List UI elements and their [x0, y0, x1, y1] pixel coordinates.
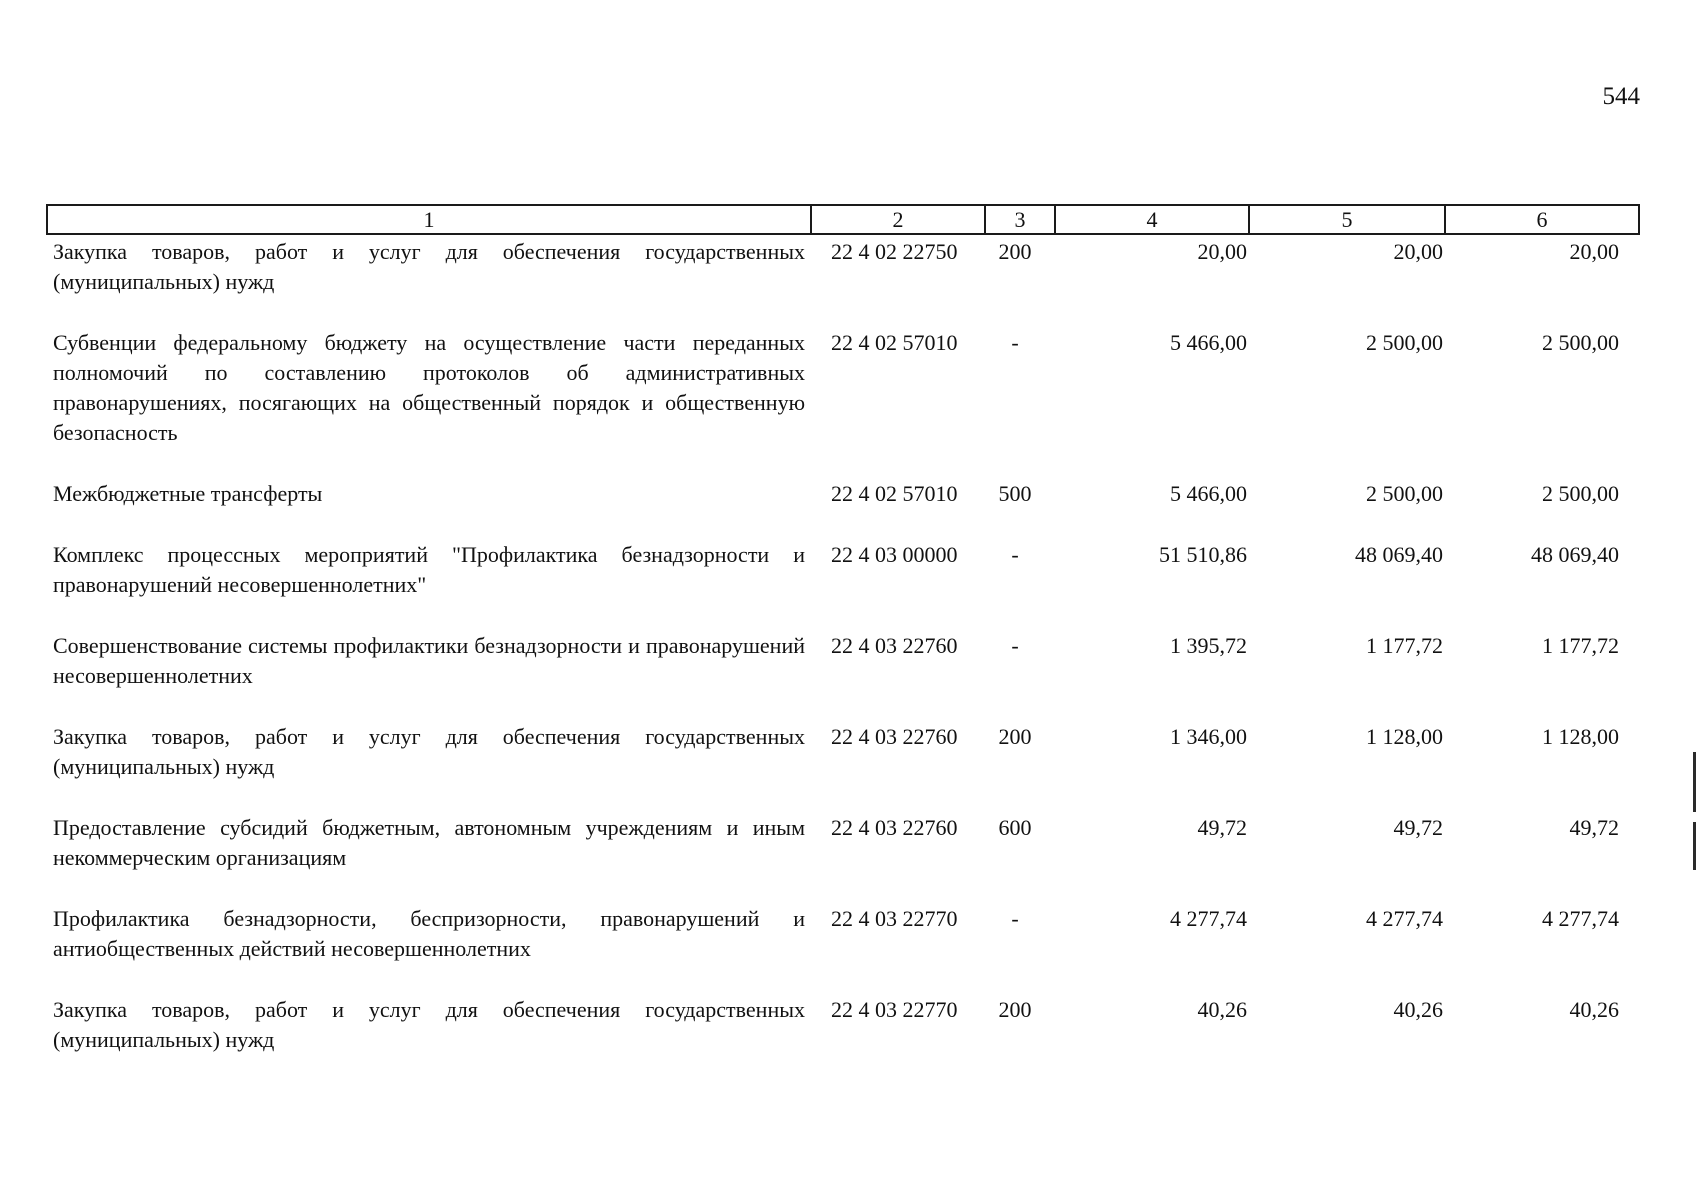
row-value-col-4: 20,00	[1197, 239, 1247, 264]
table-row	[47, 479, 1639, 540]
row-value-col-5: 20,00	[1393, 239, 1443, 264]
row-name: Межбюджетные трансферты	[53, 481, 323, 506]
row-code: 22 4 02 57010	[831, 481, 958, 506]
row-name: Комплекс процессных мероприятий "Профилактика безнадзорности и правонарушений несовершеннолетних"	[53, 542, 805, 597]
row-value-col-6: 48 069,40	[1531, 542, 1619, 567]
header-col-3: 3	[985, 205, 1055, 234]
row-value-col-5: 2 500,00	[1366, 330, 1443, 355]
row-name: Закупка товаров, работ и услуг для обеспечения государственных (муниципальных) нужд	[53, 997, 805, 1052]
row-value-col-6: 2 500,00	[1542, 330, 1619, 355]
header-col-4: 4	[1055, 205, 1249, 234]
table-row	[47, 328, 1639, 479]
row-value-col-6: 1 177,72	[1542, 633, 1619, 658]
header-col-5: 5	[1249, 205, 1445, 234]
row-name: Закупка товаров, работ и услуг для обеспечения государственных (муниципальных) нужд	[53, 239, 805, 294]
row-name: Профилактика безнадзорности, беспризорности, правонарушений и антиобщественных действий несовершеннолетних	[53, 906, 805, 961]
row-type: 500	[998, 481, 1032, 506]
table-row	[47, 904, 1639, 995]
table-row	[47, 234, 1639, 328]
row-value-col-5: 49,72	[1393, 815, 1443, 840]
row-value-col-4: 5 466,00	[1170, 330, 1247, 355]
row-code: 22 4 03 22760	[831, 815, 958, 840]
table-row	[47, 813, 1639, 904]
row-value-col-4: 51 510,86	[1159, 542, 1247, 567]
row-value-col-5: 40,26	[1393, 997, 1443, 1022]
table-row	[47, 631, 1639, 722]
header-col-2: 2	[811, 205, 985, 234]
row-value-col-4: 1 395,72	[1170, 633, 1247, 658]
row-value-col-6: 40,26	[1569, 997, 1619, 1022]
row-code: 22 4 02 57010	[831, 330, 958, 355]
row-value-col-5: 2 500,00	[1366, 481, 1443, 506]
header-col-6: 6	[1445, 205, 1639, 234]
header-row	[47, 205, 1639, 234]
row-code: 22 4 02 22750	[831, 239, 958, 264]
header-col-1: 1	[47, 205, 811, 234]
row-type: 600	[998, 815, 1032, 840]
row-value-col-5: 1 177,72	[1366, 633, 1443, 658]
table-header	[47, 205, 1639, 234]
table-row	[47, 540, 1639, 631]
row-name: Закупка товаров, работ и услуг для обеспечения государственных (муниципальных) нужд	[53, 724, 805, 779]
budget-table	[46, 204, 1640, 1086]
row-code: 22 4 03 00000	[831, 542, 958, 567]
row-value-col-6: 2 500,00	[1542, 481, 1619, 506]
row-name: Совершенствование системы профилактики безнадзорности и правонарушений несовершеннолетних	[53, 633, 805, 688]
row-type: 200	[998, 724, 1032, 749]
row-value-col-6: 1 128,00	[1542, 724, 1619, 749]
page-number: 544	[1602, 83, 1640, 110]
row-value-col-4: 49,72	[1197, 815, 1247, 840]
row-name: Субвенции федеральному бюджету на осуществление части переданных полномочий по составлению протоколов об административных правонарушениях, посягающих на общественный порядок и общественную безопасность	[53, 330, 805, 445]
row-name: Предоставление субсидий бюджетным, автономным учреждениям и иным некоммерческим организациям	[53, 815, 805, 870]
row-value-col-6: 4 277,74	[1542, 906, 1619, 931]
row-value-col-4: 40,26	[1197, 997, 1247, 1022]
row-value-col-6: 20,00	[1569, 239, 1619, 264]
row-value-col-4: 5 466,00	[1170, 481, 1247, 506]
row-code: 22 4 03 22770	[831, 906, 958, 931]
table-row	[47, 995, 1639, 1086]
row-value-col-4: 4 277,74	[1170, 906, 1247, 931]
row-type: -	[1011, 330, 1019, 355]
row-type: 200	[998, 239, 1032, 264]
row-type: -	[1011, 633, 1019, 658]
row-value-col-5: 4 277,74	[1366, 906, 1443, 931]
row-type: -	[1011, 542, 1019, 567]
row-value-col-4: 1 346,00	[1170, 724, 1247, 749]
row-code: 22 4 03 22770	[831, 997, 958, 1022]
row-value-col-6: 49,72	[1569, 815, 1619, 840]
table-row	[47, 722, 1639, 813]
row-value-col-5: 48 069,40	[1355, 542, 1443, 567]
row-type: -	[1011, 906, 1019, 931]
row-code: 22 4 03 22760	[831, 633, 958, 658]
row-type: 200	[998, 997, 1032, 1022]
row-value-col-5: 1 128,00	[1366, 724, 1443, 749]
table-body	[47, 234, 1639, 1086]
row-code: 22 4 03 22760	[831, 724, 958, 749]
